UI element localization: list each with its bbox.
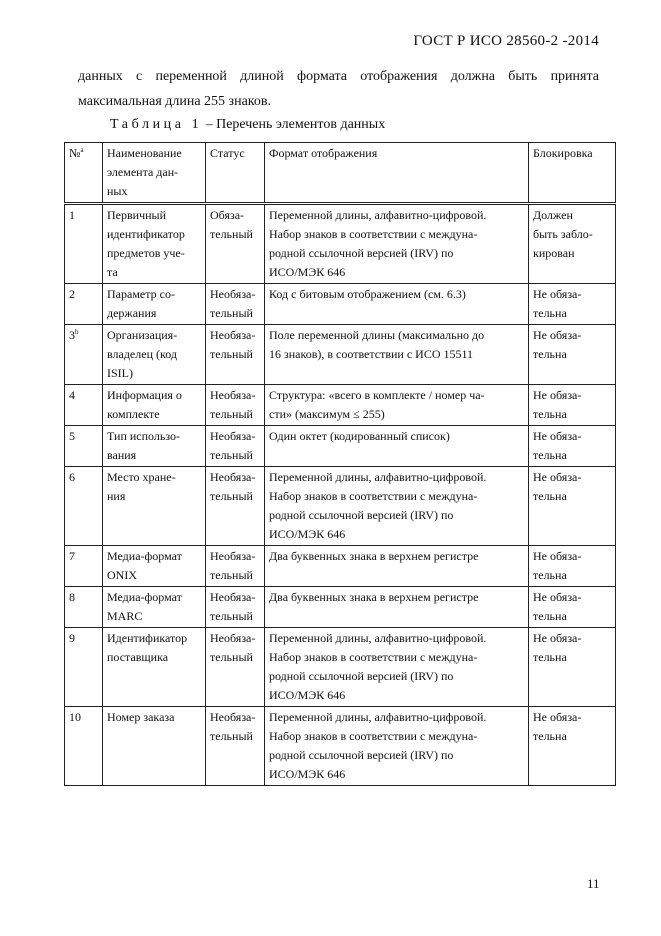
cell-status: Необяза- тельный — [206, 546, 265, 587]
cell-num: 7 — [65, 546, 103, 587]
cell-format: Переменной длины, алфавитно-цифровой. Набор знаков в соответствии с междуна- родной ссылочной версией (IRV) по ИСО/МЭК 646 — [265, 467, 529, 546]
cell-lock: Не обяза- тельна — [529, 325, 616, 385]
intro-line-1: данных с переменной длиной формата отображения должна быть принята — [78, 69, 599, 84]
cell-lock: Не обяза- тельна — [529, 628, 616, 707]
table-row — [65, 204, 616, 284]
cell-num-note: b — [75, 328, 79, 336]
header-lock: Блокировка — [529, 143, 616, 204]
cell-status: Необяза- тельный — [206, 284, 265, 325]
cell-num: 5 — [65, 426, 103, 467]
cell-format: Переменной длины, алфавитно-цифровой. Набор знаков в соответствии с междуна- родной ссылочной версией (IRV) по ИСО/МЭК 646 — [265, 204, 529, 284]
cell-format: Два буквенных знака в верхнем регистре — [265, 587, 529, 628]
page-number: 11 — [587, 876, 600, 891]
cell-format: Поле переменной длины (максимально до 16 знаков), в соответствии с ИСО 15511 — [265, 325, 529, 385]
cell-format: Код с битовым отображением (см. 6.3) — [265, 284, 529, 325]
cell-num: 4 — [65, 385, 103, 426]
header-num-note: а — [80, 146, 84, 154]
table-caption-title: – Перечень элементов данных — [205, 117, 386, 132]
document-header: ГОСТ Р ИСО 28560-2 -2014 — [413, 33, 599, 49]
cell-lock: Не обяза- тельна — [529, 284, 616, 325]
cell-name: Идентификатор поставщика — [103, 628, 206, 707]
cell-lock: Не обяза- тельна — [529, 467, 616, 546]
cell-name: Медиа-формат ONIX — [103, 546, 206, 587]
cell-name: Место хране- ния — [103, 467, 206, 546]
cell-lock: Не обяза- тельна — [529, 546, 616, 587]
cell-format: Один октет (кодированный список) — [265, 426, 529, 467]
table-row — [65, 467, 616, 546]
cell-name: Первичный идентификатор предметов уче- та — [103, 204, 206, 284]
intro-paragraph — [78, 64, 599, 114]
table-row — [65, 426, 616, 467]
cell-format: Два буквенных знака в верхнем регистре — [265, 546, 529, 587]
cell-num: 9 — [65, 628, 103, 707]
cell-format: Переменной длины, алфавитно-цифровой. Набор знаков в соответствии с междуна- родной ссылочной версией (IRV) по ИСО/МЭК 646 — [265, 707, 529, 786]
table-header-row — [65, 143, 616, 204]
cell-lock: Не обяза- тельна — [529, 385, 616, 426]
table-row — [65, 385, 616, 426]
cell-num: 8 — [65, 587, 103, 628]
cell-status: Необяза- тельный — [206, 707, 265, 786]
cell-name: Номер заказа — [103, 707, 206, 786]
cell-format: Структура: «всего в комплекте / номер ча- сти» (максимум ≤ 255) — [265, 385, 529, 426]
cell-status: Необяза- тельный — [206, 628, 265, 707]
cell-status: Необяза- тельный — [206, 426, 265, 467]
header-num: №$^а$ — [65, 143, 103, 204]
intro-line-2: максимальная длина 255 знаков. — [78, 94, 271, 109]
table-row — [65, 284, 616, 325]
cell-lock: Должен быть забло- кирован — [529, 204, 616, 284]
cell-status: Обяза- тельный — [206, 204, 265, 284]
header-name: Наименование элемента дан- ных — [103, 143, 206, 204]
data-elements-table — [64, 142, 616, 786]
table-row — [65, 587, 616, 628]
table-caption-label: Таблица — [110, 117, 185, 132]
cell-num: 1 — [65, 204, 103, 284]
table-row — [65, 325, 616, 385]
cell-num: 3$^b$ — [65, 325, 103, 385]
cell-name: Информация о комплекте — [103, 385, 206, 426]
cell-lock: Не обяза- тельна — [529, 426, 616, 467]
cell-status: Необяза- тельный — [206, 587, 265, 628]
cell-name: Параметр со- держания — [103, 284, 206, 325]
header-status: Статус — [206, 143, 265, 204]
table-row — [65, 628, 616, 707]
cell-name: Организация- владелец (код ISIL) — [103, 325, 206, 385]
cell-num: 2 — [65, 284, 103, 325]
cell-status: Необяза- тельный — [206, 467, 265, 546]
header-format: Формат отображения — [265, 143, 529, 204]
cell-format: Переменной длины, алфавитно-цифровой. Набор знаков в соответствии с междуна- родной ссылочной версией (IRV) по ИСО/МЭК 646 — [265, 628, 529, 707]
cell-lock: Не обяза- тельна — [529, 587, 616, 628]
table-row — [65, 707, 616, 786]
table-caption — [110, 117, 385, 133]
table-body — [65, 204, 616, 786]
cell-lock: Не обяза- тельна — [529, 707, 616, 786]
cell-name: Медиа-формат MARC — [103, 587, 206, 628]
cell-name: Тип использо- вания — [103, 426, 206, 467]
cell-status: Необяза- тельный — [206, 325, 265, 385]
cell-num: 10 — [65, 707, 103, 786]
table-row — [65, 546, 616, 587]
table-caption-number: 1 — [191, 117, 199, 132]
cell-num: 6 — [65, 467, 103, 546]
cell-status: Необяза- тельный — [206, 385, 265, 426]
